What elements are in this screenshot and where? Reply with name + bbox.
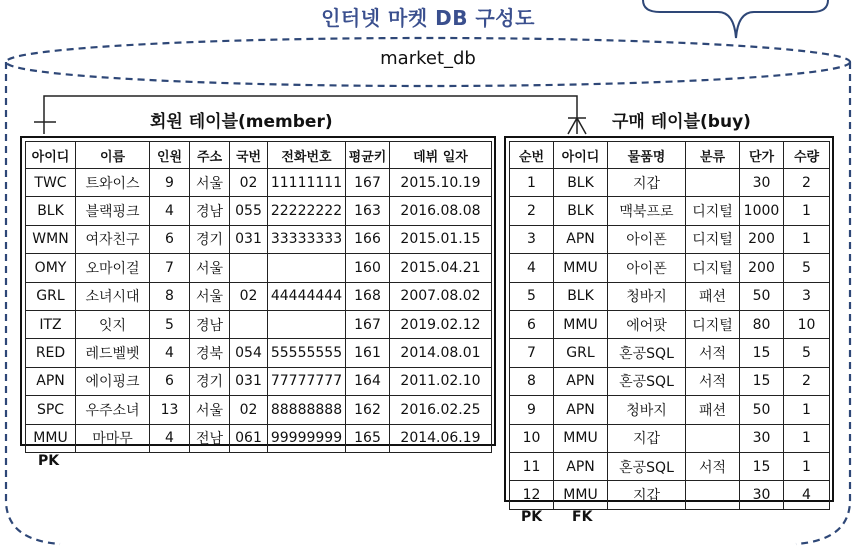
member-cell: 167 bbox=[346, 169, 390, 197]
buy-cell: 지갑 bbox=[608, 481, 686, 509]
member-cell: 서울 bbox=[190, 396, 230, 424]
member-cell: BLK bbox=[26, 197, 76, 225]
buy-cell: 디지털 bbox=[686, 254, 740, 282]
buy-cell: 50 bbox=[740, 396, 784, 424]
member-cell: 164 bbox=[346, 367, 390, 395]
database-name: market_db bbox=[380, 48, 476, 69]
member-cell: 061 bbox=[230, 424, 268, 452]
member-column-header: 국번 bbox=[230, 142, 268, 169]
member-cell: APN bbox=[26, 367, 76, 395]
buy-cell: 1 bbox=[784, 452, 830, 480]
buy-column-header: 아이디 bbox=[554, 142, 608, 169]
buy-table-frame bbox=[504, 136, 834, 502]
buy-cell: 서적 bbox=[686, 367, 740, 395]
member-cell: 11111111 bbox=[268, 169, 346, 197]
member-column-header: 아이디 bbox=[26, 142, 76, 169]
buy-table-row bbox=[510, 282, 830, 310]
member-cell: 165 bbox=[346, 424, 390, 452]
buy-cell: 15 bbox=[740, 339, 784, 367]
buy-cell: 1 bbox=[784, 225, 830, 253]
buy-cell: 1 bbox=[510, 169, 554, 197]
page-title: 인터넷 마켓 DB 구성도 bbox=[321, 6, 535, 30]
member-cell: SPC bbox=[26, 396, 76, 424]
member-cell: 4 bbox=[150, 197, 190, 225]
member-cell: 162 bbox=[346, 396, 390, 424]
buy-cell: 1 bbox=[784, 197, 830, 225]
member-column-header: 데뷔 일자 bbox=[390, 142, 492, 169]
buy-cell: 30 bbox=[740, 424, 784, 452]
member-table-row bbox=[26, 396, 492, 424]
member-pk-label: PK bbox=[38, 453, 60, 469]
member-cell: GRL bbox=[26, 282, 76, 310]
member-cell bbox=[230, 310, 268, 338]
buy-cell: BLK bbox=[554, 197, 608, 225]
member-cell bbox=[268, 310, 346, 338]
buy-cell: 아이폰 bbox=[608, 254, 686, 282]
member-cell bbox=[230, 254, 268, 282]
member-cell: 2016.08.08 bbox=[390, 197, 492, 225]
buy-table-row bbox=[510, 169, 830, 197]
buy-column-header: 물품명 bbox=[608, 142, 686, 169]
member-cell: 우주소녀 bbox=[76, 396, 150, 424]
buy-cell: 12 bbox=[510, 481, 554, 509]
member-cell: 2011.02.10 bbox=[390, 367, 492, 395]
member-cell: 여자친구 bbox=[76, 225, 150, 253]
member-cell: 055 bbox=[230, 197, 268, 225]
member-cell: 031 bbox=[230, 225, 268, 253]
buy-cell: 5 bbox=[784, 339, 830, 367]
member-cell: 163 bbox=[346, 197, 390, 225]
buy-cell: MMU bbox=[554, 424, 608, 452]
buy-cell bbox=[686, 481, 740, 509]
member-cell: 경남 bbox=[190, 197, 230, 225]
member-cell: 5 bbox=[150, 310, 190, 338]
member-cell: 33333333 bbox=[268, 225, 346, 253]
member-table-row bbox=[26, 424, 492, 452]
member-cell: MMU bbox=[26, 424, 76, 452]
buy-cell: 10 bbox=[784, 310, 830, 338]
buy-cell: APN bbox=[554, 452, 608, 480]
member-table-row bbox=[26, 225, 492, 253]
member-cell: 161 bbox=[346, 339, 390, 367]
member-cell: 2015.10.19 bbox=[390, 169, 492, 197]
buy-cell bbox=[686, 424, 740, 452]
member-cell: 22222222 bbox=[268, 197, 346, 225]
buy-header-row bbox=[510, 142, 830, 169]
buy-cell: 4 bbox=[784, 481, 830, 509]
buy-cell: 혼공SQL bbox=[608, 367, 686, 395]
member-column-header: 전화번호 bbox=[268, 142, 346, 169]
member-table-frame bbox=[20, 136, 496, 446]
buy-table-row bbox=[510, 424, 830, 452]
member-cell: 마마무 bbox=[76, 424, 150, 452]
member-cell: 2014.06.19 bbox=[390, 424, 492, 452]
member-cell: 9 bbox=[150, 169, 190, 197]
member-cell: 160 bbox=[346, 254, 390, 282]
buy-cell: 디지털 bbox=[686, 197, 740, 225]
buy-cell: 2 bbox=[784, 169, 830, 197]
buy-cell: APN bbox=[554, 396, 608, 424]
buy-cell: MMU bbox=[554, 254, 608, 282]
buy-column-header: 분류 bbox=[686, 142, 740, 169]
buy-cell: 3 bbox=[510, 225, 554, 253]
buy-cell: MMU bbox=[554, 310, 608, 338]
member-table-row bbox=[26, 282, 492, 310]
buy-table bbox=[509, 141, 830, 510]
member-cell: 서울 bbox=[190, 282, 230, 310]
member-cell: 4 bbox=[150, 339, 190, 367]
buy-column-header: 순번 bbox=[510, 142, 554, 169]
member-cell: 02 bbox=[230, 396, 268, 424]
member-cell: 서울 bbox=[190, 169, 230, 197]
buy-cell: 2 bbox=[784, 367, 830, 395]
member-cell: 02 bbox=[230, 169, 268, 197]
member-header-row bbox=[26, 142, 492, 169]
buy-column-header: 단가 bbox=[740, 142, 784, 169]
member-cell: 167 bbox=[346, 310, 390, 338]
buy-cell: 디지털 bbox=[686, 225, 740, 253]
member-cell: 054 bbox=[230, 339, 268, 367]
member-cell: 6 bbox=[150, 367, 190, 395]
member-cell: 02 bbox=[230, 282, 268, 310]
member-cell: 55555555 bbox=[268, 339, 346, 367]
buy-cell: 서적 bbox=[686, 452, 740, 480]
buy-table-row bbox=[510, 310, 830, 338]
buy-cell: 맥북프로 bbox=[608, 197, 686, 225]
member-cell: 2007.08.02 bbox=[390, 282, 492, 310]
member-table-row bbox=[26, 254, 492, 282]
member-table-row bbox=[26, 197, 492, 225]
member-cell: ITZ bbox=[26, 310, 76, 338]
member-cell: 서울 bbox=[190, 254, 230, 282]
buy-cell: 지갑 bbox=[608, 169, 686, 197]
member-cell: 44444444 bbox=[268, 282, 346, 310]
buy-fk-label: FK bbox=[572, 509, 593, 525]
buy-table-title: 구매 테이블(buy) bbox=[612, 112, 751, 132]
member-cell: 77777777 bbox=[268, 367, 346, 395]
buy-cell: APN bbox=[554, 225, 608, 253]
buy-cell: 혼공SQL bbox=[608, 339, 686, 367]
member-column-header: 인원 bbox=[150, 142, 190, 169]
member-cell: RED bbox=[26, 339, 76, 367]
buy-table-row bbox=[510, 367, 830, 395]
buy-table-row bbox=[510, 197, 830, 225]
member-cell: 7 bbox=[150, 254, 190, 282]
member-cell: 2015.01.15 bbox=[390, 225, 492, 253]
member-cell: 소녀시대 bbox=[76, 282, 150, 310]
buy-cell: 8 bbox=[510, 367, 554, 395]
buy-cell: 패션 bbox=[686, 282, 740, 310]
buy-cell: 80 bbox=[740, 310, 784, 338]
buy-cell: 15 bbox=[740, 452, 784, 480]
buy-cell: 50 bbox=[740, 282, 784, 310]
member-cell: OMY bbox=[26, 254, 76, 282]
buy-cell bbox=[686, 169, 740, 197]
member-cell: 레드벨벳 bbox=[76, 339, 150, 367]
member-cell: 4 bbox=[150, 424, 190, 452]
member-cell: 166 bbox=[346, 225, 390, 253]
member-cell: 99999999 bbox=[268, 424, 346, 452]
buy-cell: BLK bbox=[554, 282, 608, 310]
buy-cell: 청바지 bbox=[608, 282, 686, 310]
member-cell: 경북 bbox=[190, 339, 230, 367]
member-table-row bbox=[26, 310, 492, 338]
buy-table-row bbox=[510, 339, 830, 367]
member-cell: 2014.08.01 bbox=[390, 339, 492, 367]
member-table-row bbox=[26, 367, 492, 395]
buy-cell: 11 bbox=[510, 452, 554, 480]
member-table-row bbox=[26, 339, 492, 367]
member-table-title: 회원 테이블(member) bbox=[150, 112, 333, 132]
buy-cell: 9 bbox=[510, 396, 554, 424]
buy-cell: 청바지 bbox=[608, 396, 686, 424]
buy-cell: 3 bbox=[784, 282, 830, 310]
member-cell: 2015.04.21 bbox=[390, 254, 492, 282]
member-cell: 경남 bbox=[190, 310, 230, 338]
member-cell: 2016.02.25 bbox=[390, 396, 492, 424]
member-cell: 오마이걸 bbox=[76, 254, 150, 282]
buy-cell: 30 bbox=[740, 481, 784, 509]
buy-cell: 혼공SQL bbox=[608, 452, 686, 480]
buy-cell: 에어팟 bbox=[608, 310, 686, 338]
buy-cell: 5 bbox=[510, 282, 554, 310]
member-column-header: 이름 bbox=[76, 142, 150, 169]
buy-cell: BLK bbox=[554, 169, 608, 197]
buy-table-row bbox=[510, 396, 830, 424]
member-column-header: 평균키 bbox=[346, 142, 390, 169]
buy-cell: 서적 bbox=[686, 339, 740, 367]
member-cell bbox=[268, 254, 346, 282]
buy-cell: 디지털 bbox=[686, 310, 740, 338]
member-column-header: 주소 bbox=[190, 142, 230, 169]
member-cell: 경기 bbox=[190, 225, 230, 253]
member-cell: 블랙핑크 bbox=[76, 197, 150, 225]
buy-cell: 패션 bbox=[686, 396, 740, 424]
buy-table-row bbox=[510, 254, 830, 282]
buy-cell: 10 bbox=[510, 424, 554, 452]
buy-cell: 30 bbox=[740, 169, 784, 197]
buy-pk-label: PK bbox=[521, 509, 543, 525]
member-cell: 88888888 bbox=[268, 396, 346, 424]
buy-table-row bbox=[510, 481, 830, 509]
buy-cell: 아이폰 bbox=[608, 225, 686, 253]
member-table bbox=[25, 141, 492, 453]
member-cell: 잇지 bbox=[76, 310, 150, 338]
member-cell: 에이핑크 bbox=[76, 367, 150, 395]
buy-cell: 6 bbox=[510, 310, 554, 338]
buy-cell: 1 bbox=[784, 424, 830, 452]
buy-cell: MMU bbox=[554, 481, 608, 509]
member-cell: TWC bbox=[26, 169, 76, 197]
buy-cell: 1 bbox=[784, 396, 830, 424]
member-cell: 168 bbox=[346, 282, 390, 310]
member-cell: 6 bbox=[150, 225, 190, 253]
buy-cell: 200 bbox=[740, 254, 784, 282]
buy-cell: 200 bbox=[740, 225, 784, 253]
buy-cell: GRL bbox=[554, 339, 608, 367]
buy-table-row bbox=[510, 452, 830, 480]
buy-column-header: 수량 bbox=[784, 142, 830, 169]
buy-cell: 15 bbox=[740, 367, 784, 395]
member-cell: 031 bbox=[230, 367, 268, 395]
buy-cell: 2 bbox=[510, 197, 554, 225]
buy-cell: 4 bbox=[510, 254, 554, 282]
member-cell: 8 bbox=[150, 282, 190, 310]
member-cell: 2019.02.12 bbox=[390, 310, 492, 338]
buy-cell: APN bbox=[554, 367, 608, 395]
member-cell: 트와이스 bbox=[76, 169, 150, 197]
buy-cell: 지갑 bbox=[608, 424, 686, 452]
member-cell: 전남 bbox=[190, 424, 230, 452]
member-cell: 경기 bbox=[190, 367, 230, 395]
buy-cell: 1000 bbox=[740, 197, 784, 225]
member-cell: 13 bbox=[150, 396, 190, 424]
buy-cell: 5 bbox=[784, 254, 830, 282]
member-table-row bbox=[26, 169, 492, 197]
buy-cell: 7 bbox=[510, 339, 554, 367]
member-cell: WMN bbox=[26, 225, 76, 253]
buy-table-row bbox=[510, 225, 830, 253]
